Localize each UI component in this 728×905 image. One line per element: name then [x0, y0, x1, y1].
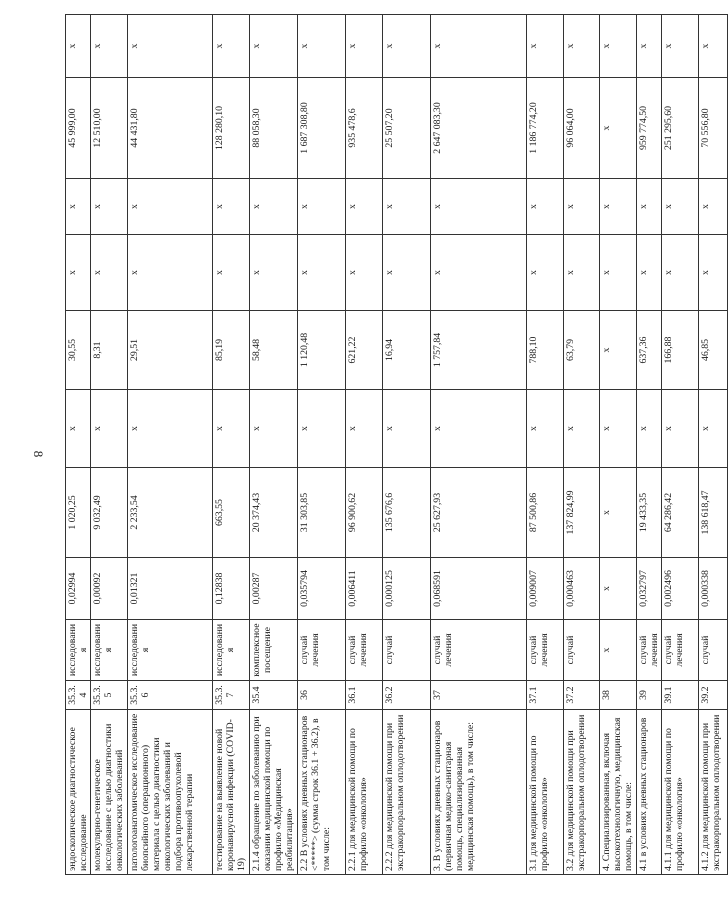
cell-unit: исследования: [91, 620, 128, 681]
cell-row-code: 36.2: [383, 681, 431, 710]
cell-norm-volume: 0,02994: [66, 558, 91, 620]
cell-per-capita-budget: x: [298, 390, 346, 468]
cell-share-percent: x: [527, 15, 564, 78]
cell-unit: случай: [383, 620, 431, 681]
cell-cost-budget-extra: x: [128, 179, 213, 235]
cell-cost-oms: 12 510,00: [91, 78, 128, 179]
cell-share-percent: x: [637, 15, 662, 78]
cell-row-code: 35.4: [250, 681, 298, 710]
cell-row-code: 35.3.7: [213, 681, 250, 710]
cell-row-code: 35.3.6: [128, 681, 213, 710]
cell-per-capita-oms: 29,51: [128, 311, 213, 390]
table-row: [213, 15, 250, 875]
cell-norm-cost: 9 032,49: [91, 468, 128, 558]
cell-cost-oms: 1 186 774,20: [527, 78, 564, 179]
cell-row-label: эндоскопическое диагностическое исследование: [66, 710, 91, 875]
cell-cost-oms: 96 064,00: [564, 78, 600, 179]
cell-cost-budget: x: [699, 235, 728, 311]
table-row: [564, 15, 600, 875]
cell-per-capita-budget: x: [383, 390, 431, 468]
cell-cost-oms: 88 058,30: [250, 78, 298, 179]
cell-unit: x: [600, 620, 637, 681]
cell-row-label: 3.2 для медицинской помощи при экстракорпоральном оплодотворении: [564, 710, 600, 875]
cell-per-capita-budget: x: [662, 390, 699, 468]
table-row: [662, 15, 699, 875]
table-row: [66, 15, 91, 875]
cell-per-capita-oms: 8,31: [91, 311, 128, 390]
cell-share-percent: x: [213, 15, 250, 78]
cell-cost-budget: x: [213, 235, 250, 311]
cell-norm-cost: 64 286,42: [662, 468, 699, 558]
cell-norm-cost: 31 303,85: [298, 468, 346, 558]
cell-per-capita-oms: 46,85: [699, 311, 728, 390]
cell-cost-budget-extra: x: [564, 179, 600, 235]
cell-row-label: 2.2.2 для медицинской помощи при экстракорпоральном оплодотворении: [383, 710, 431, 875]
cell-share-percent: x: [662, 15, 699, 78]
cell-cost-budget-extra: x: [91, 179, 128, 235]
cell-norm-volume: 0,035794: [298, 558, 346, 620]
cell-row-label: патологоанатомическое исследование биопсийного (операционного) материала с целью диагностики онкологических заболеваний и подбора противоопухолевой лекарственной терапии: [128, 710, 213, 875]
cell-norm-cost: 96 900,62: [346, 468, 383, 558]
cell-cost-budget: x: [527, 235, 564, 311]
cell-cost-oms: 44 431,80: [128, 78, 213, 179]
cell-row-code: 37.2: [564, 681, 600, 710]
table-row: [699, 15, 728, 875]
cell-row-label: 3.1 для медицинской помощи по профилю «онкология»: [527, 710, 564, 875]
cell-unit: исследования: [66, 620, 91, 681]
cell-row-code: 38: [600, 681, 637, 710]
cell-unit: исследования: [128, 620, 213, 681]
cell-cost-budget: x: [431, 235, 527, 311]
cell-unit: случай лечения: [346, 620, 383, 681]
cell-unit: комплексное посещение: [250, 620, 298, 681]
cell-share-percent: x: [128, 15, 213, 78]
cell-cost-budget-extra: x: [637, 179, 662, 235]
cell-per-capita-oms: 788,10: [527, 311, 564, 390]
cell-per-capita-oms: x: [600, 311, 637, 390]
table-row: [128, 15, 213, 875]
table-row: [431, 15, 527, 875]
cell-per-capita-budget: x: [600, 390, 637, 468]
cell-cost-budget-extra: x: [298, 179, 346, 235]
cell-share-percent: x: [431, 15, 527, 78]
cell-row-code: 36.1: [346, 681, 383, 710]
cell-cost-budget: x: [383, 235, 431, 311]
cell-norm-cost: 87 500,86: [527, 468, 564, 558]
cell-share-percent: x: [564, 15, 600, 78]
cell-cost-oms: 25 507,20: [383, 78, 431, 179]
cell-row-label: молекулярно-генетическое исследование с целью диагностики онкологических заболеваний: [91, 710, 128, 875]
cell-share-percent: x: [250, 15, 298, 78]
cell-row-label: 4.1 в условиях дневных стационаров: [637, 710, 662, 875]
cell-cost-budget-extra: x: [662, 179, 699, 235]
cell-norm-cost: 135 676,6: [383, 468, 431, 558]
table-row: [298, 15, 346, 875]
cell-norm-volume: x: [600, 558, 637, 620]
cell-per-capita-oms: 85,19: [213, 311, 250, 390]
cell-norm-volume: 0,068591: [431, 558, 527, 620]
financing-table: [65, 14, 728, 875]
cell-row-code: 37.1: [527, 681, 564, 710]
cell-per-capita-oms: 1 757,84: [431, 311, 527, 390]
cell-row-label: тестирование на выявление новой коронавирусной инфекции (COVID-19): [213, 710, 250, 875]
cell-cost-budget: x: [600, 235, 637, 311]
cell-row-label: 4.1.2 для медицинской помощи при экстракорпоральном оплодотворении: [699, 710, 728, 875]
cell-norm-volume: 0,000125: [383, 558, 431, 620]
cell-norm-cost: 137 824,99: [564, 468, 600, 558]
cell-share-percent: x: [600, 15, 637, 78]
cell-norm-volume: 0,01321: [128, 558, 213, 620]
table-row: [91, 15, 128, 875]
cell-row-label: 2.2.1 для медицинской помощи по профилю «онкология»: [346, 710, 383, 875]
cell-per-capita-budget: x: [128, 390, 213, 468]
cell-cost-oms: 959 774,50: [637, 78, 662, 179]
cell-per-capita-oms: 63,79: [564, 311, 600, 390]
cell-row-code: 39.1: [662, 681, 699, 710]
cell-row-code: 35.3.5: [91, 681, 128, 710]
cell-norm-volume: 0,002496: [662, 558, 699, 620]
cell-cost-budget-extra: x: [431, 179, 527, 235]
cell-norm-cost: x: [600, 468, 637, 558]
cell-share-percent: x: [383, 15, 431, 78]
cell-row-label: 4.1.1 для медицинской помощи по профилю «онкология»: [662, 710, 699, 875]
page-number: 8: [31, 450, 46, 458]
cell-unit: случай: [699, 620, 728, 681]
cell-unit: случай лечения: [527, 620, 564, 681]
cell-per-capita-oms: 166,88: [662, 311, 699, 390]
cell-per-capita-budget: x: [250, 390, 298, 468]
cell-cost-budget: x: [662, 235, 699, 311]
cell-per-capita-budget: x: [527, 390, 564, 468]
cell-cost-budget: x: [298, 235, 346, 311]
cell-per-capita-budget: x: [213, 390, 250, 468]
cell-cost-budget-extra: x: [213, 179, 250, 235]
cell-norm-volume: 0,006411: [346, 558, 383, 620]
cell-norm-volume: 0,12838: [213, 558, 250, 620]
cell-per-capita-oms: 1 120,48: [298, 311, 346, 390]
rotated-table-container: [65, 15, 722, 875]
cell-cost-budget: x: [128, 235, 213, 311]
cell-row-label: 2.1.4 обращение по заболеванию при оказании медицинской помощи по профилю «Медицинская реабилитация»: [250, 710, 298, 875]
cell-cost-oms: 935 478,6: [346, 78, 383, 179]
cell-cost-budget: x: [637, 235, 662, 311]
cell-norm-cost: 19 433,35: [637, 468, 662, 558]
cell-row-label: 3. В условиях дневных стационаров (первичная медико-санитарная помощь, специализированная медицинская помощь), в том числе:: [431, 710, 527, 875]
cell-row-code: 37: [431, 681, 527, 710]
cell-per-capita-oms: 16,94: [383, 311, 431, 390]
table-row: [383, 15, 431, 875]
cell-norm-cost: 1 020,25: [66, 468, 91, 558]
cell-norm-volume: 0,009007: [527, 558, 564, 620]
cell-per-capita-budget: x: [564, 390, 600, 468]
cell-norm-volume: 0,032797: [637, 558, 662, 620]
cell-norm-volume: 0,00092: [91, 558, 128, 620]
cell-norm-volume: 0,000338: [699, 558, 728, 620]
cell-norm-volume: 0,00287: [250, 558, 298, 620]
cell-row-code: 35.3.4: [66, 681, 91, 710]
cell-norm-cost: 138 618,47: [699, 468, 728, 558]
cell-row-label: 2.2 В условиях дневных стационаров <*****> (сумма строк 36.1 + 36.2), в том числе:: [298, 710, 346, 875]
cell-row-code: 39: [637, 681, 662, 710]
cell-per-capita-budget: x: [699, 390, 728, 468]
cell-per-capita-budget: x: [431, 390, 527, 468]
cell-per-capita-oms: 58,48: [250, 311, 298, 390]
cell-norm-cost: 20 374,43: [250, 468, 298, 558]
cell-unit: случай: [564, 620, 600, 681]
cell-unit: случай лечения: [298, 620, 346, 681]
cell-norm-volume: 0,000463: [564, 558, 600, 620]
table-body: [66, 15, 728, 875]
cell-per-capita-budget: x: [346, 390, 383, 468]
cell-share-percent: x: [298, 15, 346, 78]
cell-per-capita-oms: 637,36: [637, 311, 662, 390]
cell-row-label: 4. Специализированная, включая высокотехнологичную, медицинская помощь, в том числе:: [600, 710, 637, 875]
table-row: [637, 15, 662, 875]
cell-row-code: 39.2: [699, 681, 728, 710]
table-row: [527, 15, 564, 875]
cell-cost-budget-extra: x: [600, 179, 637, 235]
cell-cost-budget-extra: x: [250, 179, 298, 235]
cell-cost-oms: 70 556,80: [699, 78, 728, 179]
cell-cost-oms: 251 295,60: [662, 78, 699, 179]
cell-cost-budget-extra: x: [346, 179, 383, 235]
cell-unit: случай лечения: [431, 620, 527, 681]
cell-unit: случай лечения: [662, 620, 699, 681]
table-row: [250, 15, 298, 875]
cell-cost-budget: x: [66, 235, 91, 311]
cell-cost-budget: x: [250, 235, 298, 311]
cell-cost-budget-extra: x: [383, 179, 431, 235]
cell-share-percent: x: [699, 15, 728, 78]
cell-cost-budget-extra: x: [527, 179, 564, 235]
table-row: [346, 15, 383, 875]
cell-share-percent: x: [66, 15, 91, 78]
cell-per-capita-budget: x: [637, 390, 662, 468]
cell-cost-oms: 128 280,10: [213, 78, 250, 179]
cell-cost-oms: 2 647 083,30: [431, 78, 527, 179]
cell-cost-oms: 45 999,00: [66, 78, 91, 179]
cell-row-code: 36: [298, 681, 346, 710]
cell-norm-cost: 2 233,54: [128, 468, 213, 558]
cell-per-capita-budget: x: [91, 390, 128, 468]
cell-cost-budget: x: [91, 235, 128, 311]
cell-unit: исследования: [213, 620, 250, 681]
cell-share-percent: x: [91, 15, 128, 78]
cell-cost-budget-extra: x: [699, 179, 728, 235]
cell-unit: случай лечения: [637, 620, 662, 681]
cell-cost-budget-extra: x: [66, 179, 91, 235]
table-row: [600, 15, 637, 875]
cell-per-capita-oms: 621,22: [346, 311, 383, 390]
cell-norm-cost: 25 627,93: [431, 468, 527, 558]
cell-cost-budget: x: [564, 235, 600, 311]
cell-share-percent: x: [346, 15, 383, 78]
cell-cost-oms: x: [600, 78, 637, 179]
cell-per-capita-oms: 30,55: [66, 311, 91, 390]
cell-cost-budget: x: [346, 235, 383, 311]
cell-per-capita-budget: x: [66, 390, 91, 468]
cell-norm-cost: 663,55: [213, 468, 250, 558]
cell-cost-oms: 1 687 308,80: [298, 78, 346, 179]
